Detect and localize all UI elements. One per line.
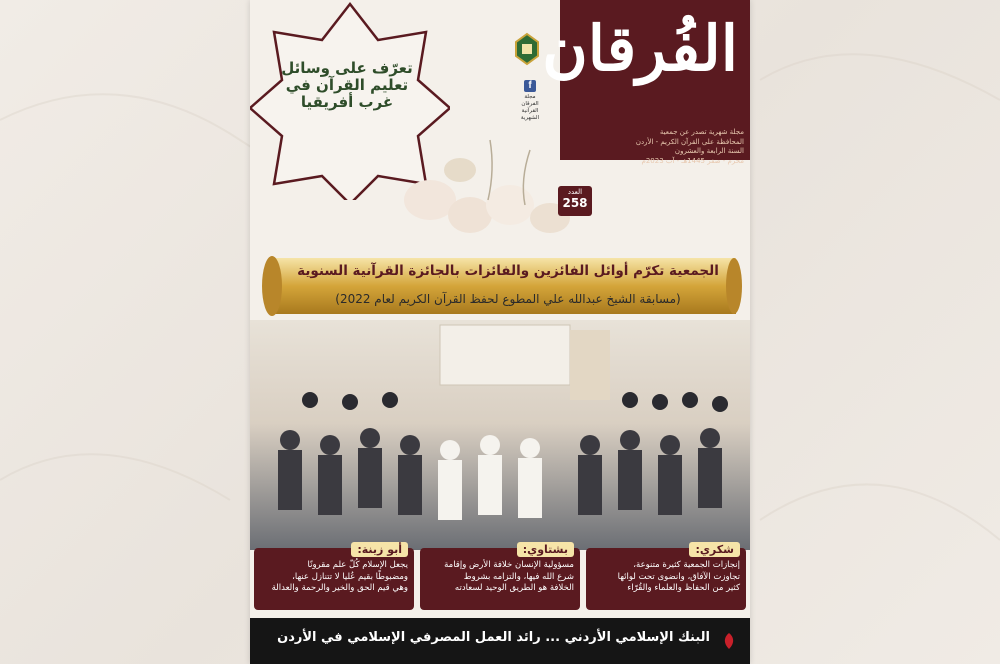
info-line: مجلة شهرية تصدر عن جمعية	[659, 128, 744, 136]
quote-line: ومضبوطًا بقيم عُليا لا تتنازل عنها،	[292, 571, 408, 582]
star-line: تعليم القرآن في	[285, 76, 409, 94]
social-line: مجلة الفرقان	[521, 94, 539, 107]
organization-emblem-icon	[512, 32, 542, 66]
main-headline: الجمعية تكرّم أوائل الفائزين والفائزات بالجائزة القرآنية السنوية	[297, 263, 719, 279]
footer-text: البنك الإسلامي الأردني ... رائد العمل المصرفي الإسلامي في الأردن	[277, 630, 710, 645]
feature-star-text	[262, 60, 432, 111]
info-line: محرم - صفر 1445هـ - آب 2023م	[641, 156, 744, 165]
quote-card	[586, 543, 746, 610]
info-line: المحافظة على القرآن الكريم - الأردن	[635, 137, 744, 146]
footer-banner	[250, 618, 750, 664]
issue-label: العدد	[567, 188, 583, 196]
quote-line: تجاوزت الآفاق، وانضوى تحت لوائها	[617, 571, 740, 582]
quote-card	[254, 543, 414, 610]
magazine-cover	[250, 0, 750, 664]
facebook-icon[interactable]: f	[524, 80, 536, 92]
star-line: تعرّف على وسائل	[281, 59, 413, 77]
quote-card	[420, 543, 580, 610]
masthead	[542, 0, 750, 165]
quote-text	[258, 560, 408, 595]
quote-line: الخلافة هو الطريق الوحيد لسعادته	[454, 583, 574, 593]
quote-line: يجعل الإسلام كُلّ علم مقرونًا	[307, 560, 408, 570]
quote-text	[424, 560, 574, 595]
sub-headline: (مسابقة الشيخ عبدالله علي المطوع لحفظ القرآن الكريم لعام 2022)	[335, 292, 681, 306]
quote-speaker: شكري:	[689, 542, 740, 557]
issue-badge	[558, 186, 592, 216]
quote-text	[590, 560, 740, 595]
issue-number: 258	[562, 196, 588, 210]
social-block	[518, 80, 542, 122]
quote-line: إنجازات الجمعية كثيرة متنوعة،	[633, 560, 740, 570]
quote-line: مسؤولية الإنسان خلافة الأرض وإقامة	[444, 560, 574, 570]
gold-scroll-banner	[250, 240, 750, 330]
quote-line: وهي قيم الحق والخير والرحمة والعدالة	[271, 583, 408, 593]
quote-line: شرع الله فيها، والتزامه بشروط	[463, 571, 574, 582]
award-ceremony-photo	[250, 320, 750, 550]
quote-line: كثير من الحفاظ والعلماء والقُرّاء	[627, 583, 740, 593]
info-line: السنة الرابعة والعشرون	[674, 147, 744, 155]
quote-speaker: أبو زينة:	[351, 542, 408, 557]
bank-logo-icon	[720, 632, 738, 650]
star-line: غرب أفريقيا	[300, 93, 394, 111]
magazine-info	[634, 128, 744, 166]
quote-speaker: بشتاوي:	[517, 542, 574, 557]
magazine-title: الفُرقان	[542, 12, 738, 85]
social-line: القرآنية الشهرية	[520, 108, 540, 121]
